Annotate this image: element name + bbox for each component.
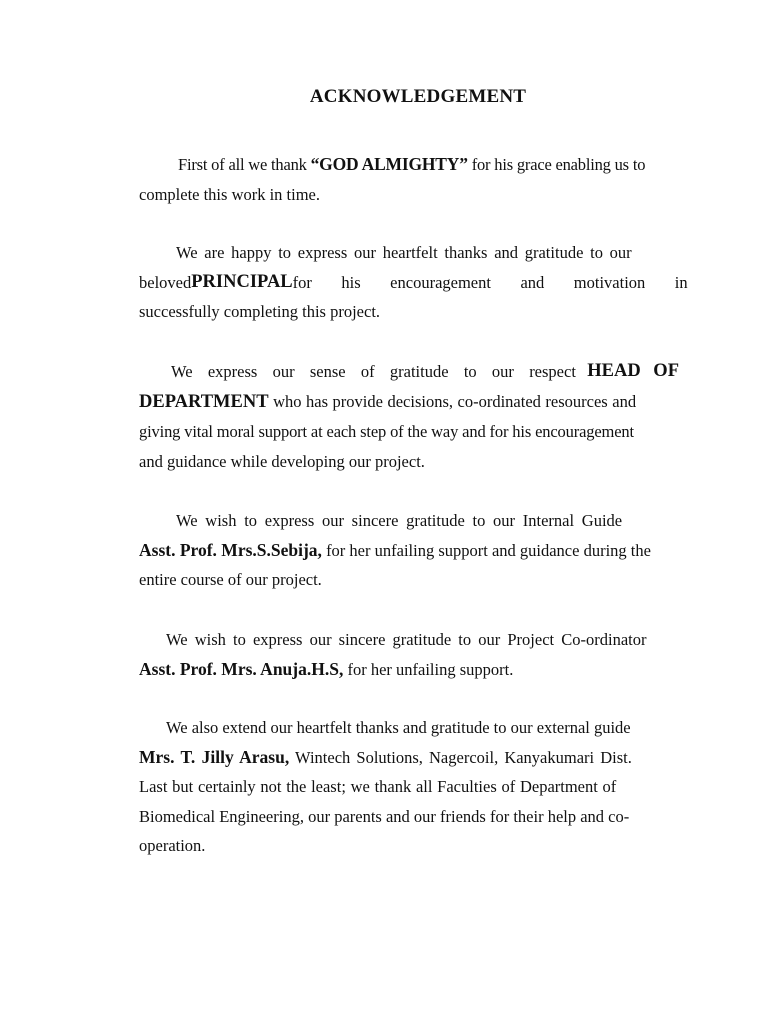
p4-line1: We wish to express our sincere gratitude to our Internal Guide	[176, 511, 623, 530]
p5-line1: We wish to express our sincere gratitude to our Project Co-ordinator	[166, 630, 647, 649]
p3-bold2: DEPARTMENT	[139, 391, 269, 412]
p3-line3: giving vital moral support at each step of the way and for his encouragement	[139, 422, 634, 442]
p2-beloved: beloved	[139, 272, 192, 292]
paragraph-external-guide	[139, 713, 679, 861]
p1-rest: for his grace enabling us to	[467, 155, 646, 174]
p6-bold: Mrs. T. Jilly Arasu,	[139, 746, 290, 767]
p6-line2-rest: Wintech Solutions, Nagercoil, Kanyakumari Dist.	[289, 747, 632, 767]
paragraph-internal-guide	[139, 506, 679, 595]
paragraph-head-of-department: We express our sense of gratitude to our respect HEAD OF DEPARTMENT who has provide decisions, co-ordinated resources and giving vital moral support at each step of the way and for his encouragement and guidance while developing our project.	[139, 357, 679, 476]
p6-line3: Last but certainly not the least; we thank all Faculties of Department of	[139, 777, 617, 797]
p1-intro: First of all we thank	[178, 155, 311, 174]
p3-bold1: HEAD OF	[587, 361, 679, 381]
p6-line4: Biomedical Engineering, our parents and our friends for their help and co-	[139, 806, 630, 826]
p5-line2-rest: for her unfailing support.	[343, 659, 514, 679]
p2-bold: PRINCIPAL	[191, 271, 293, 292]
p2-line3: successfully completing this project.	[139, 302, 381, 322]
p4-line2-rest: for her unfailing support and guidance during the	[321, 540, 651, 560]
p1-bold: “GOD ALMIGHTY”	[310, 154, 468, 174]
p4-bold: Asst. Prof. Mrs.S.Sebija,	[139, 539, 322, 560]
p5-bold: Asst. Prof. Mrs. Anuja.H.S,	[139, 658, 344, 679]
page-title: ACKNOWLEDGEMENT	[309, 86, 527, 107]
p3-line4: and guidance while developing our project.	[139, 451, 425, 471]
paragraph-project-coordinator	[139, 625, 699, 684]
paragraph-principal: We are happy to express our heartfelt thanks and gratitude to our beloved PRINCIPAL for his encouragement and motivation in successfully completing this project.	[139, 238, 679, 327]
p3-line2-rest: who has provide decisions, co-ordinated resources and	[268, 391, 637, 411]
p4-line3: entire course of our project.	[139, 570, 322, 590]
paragraph-god-almighty	[139, 150, 679, 209]
p2-line1: We are happy to express our heartfelt thanks and gratitude to our	[176, 243, 632, 262]
p6-line1: We also extend our heartfelt thanks and gratitude to our external guide	[166, 718, 631, 737]
p6-line5: operation.	[139, 836, 206, 856]
p1-line2: complete this work in time.	[139, 184, 321, 204]
